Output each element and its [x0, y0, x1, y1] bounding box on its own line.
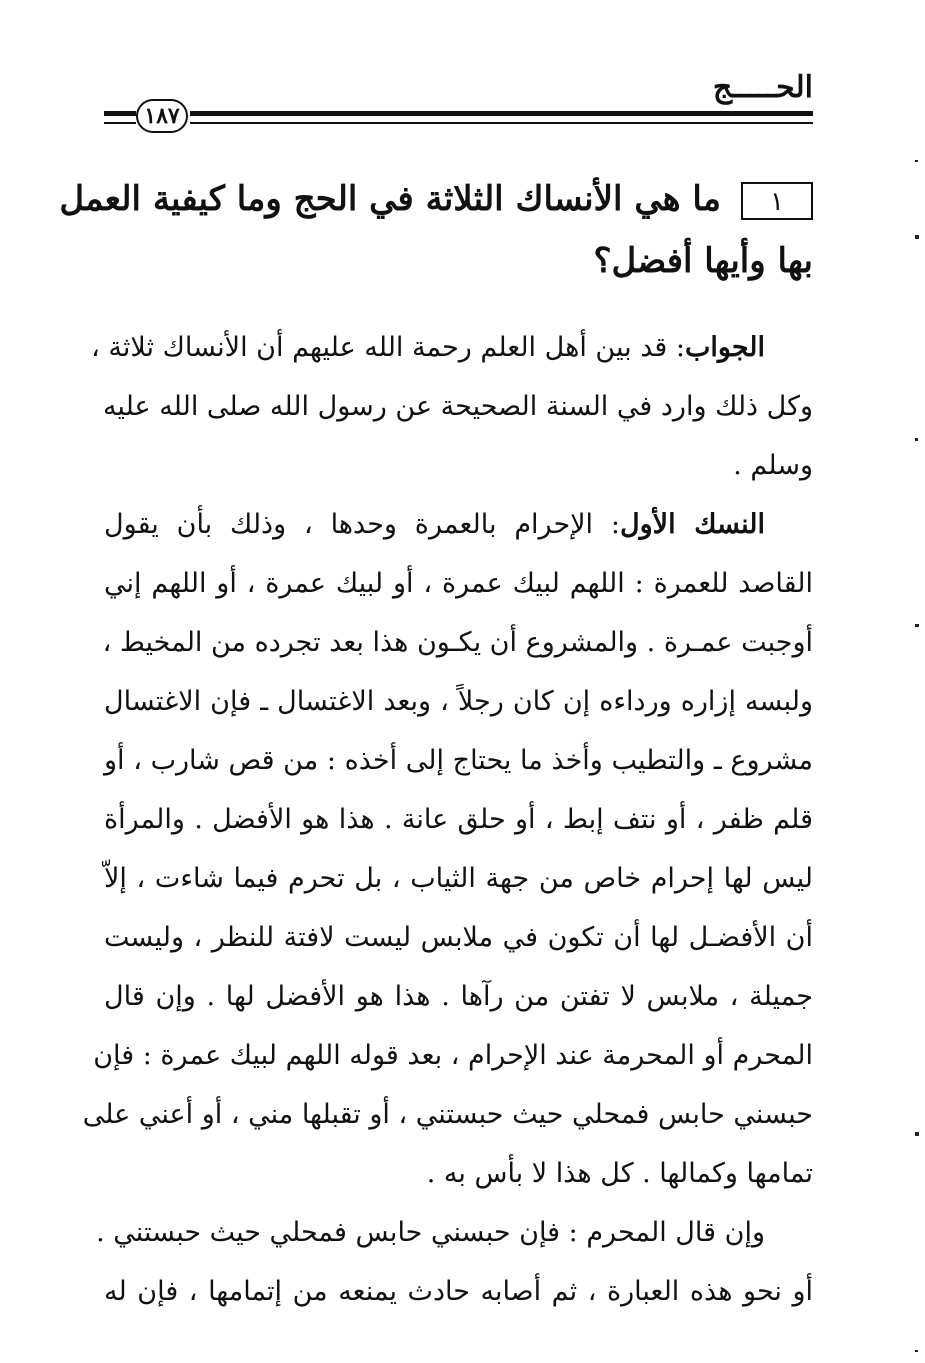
- answer-p2-line-8: أن الأفضـل لها أن تكون في ملابس ليست لافتة للنظر ، وليست: [104, 922, 813, 953]
- page-number-badge: ١٨٧: [136, 99, 188, 133]
- margin-speck: [915, 235, 919, 239]
- question-number-box: ١: [741, 182, 813, 220]
- answer-p2-line-11: حبسني حابس فمحلي حيث حبستني ، أو تقبلها مني ، أو أعني على: [82, 1099, 813, 1130]
- answer-p2-line-4: ولبسه إزاره ورداءه إن كان رجلاً ، وبعد الاغتسال ـ فإن الاغتسال: [104, 686, 813, 717]
- answer-p2-line-1: [104, 495, 813, 554]
- answer-p2-line-7: ليس لها إحرام خاص من جهة الثياب ، بل تحرم فيما شاءت ، إلاّ: [104, 863, 813, 894]
- answer-p2-text-1: : الإحرام بالعمرة وحدها ، وذلك بأن يقول: [104, 509, 621, 540]
- margin-speck: [915, 1350, 918, 1352]
- answer-p3-line-2: أو نحو هذه العبارة ، ثم أصابه حادث يمنعه من إتمامها ، فإن له: [104, 1276, 813, 1307]
- answer-p2-line-2: القاصد للعمرة : اللهم لبيك عمرة ، أو لبيك عمرة ، أو اللهم إني: [104, 568, 813, 599]
- answer-body: [82, 318, 813, 1321]
- margin-speck: [915, 624, 919, 627]
- answer-p2-line-6: قلم ظفر ، أو نتف إبط ، أو حلق عانة . هذا هو الأفضل . والمرأة: [104, 804, 813, 835]
- answer-p1-text-1: : قد بين أهل العلم رحمة الله عليهم أن الأنساك ثلاثة ،: [91, 332, 685, 363]
- header-rule-left-thick: [104, 111, 136, 116]
- answer-p2-line-5: مشروع ـ والتطيب وأخذ ما يحتاج إلى أخذه : من قص شارب ، أو: [104, 745, 813, 776]
- header-rule-left-thin: [104, 122, 136, 124]
- answer-p2-line-10: المحرم أو المحرمة عند الإحرام ، بعد قوله اللهم لبيك عمرة : فإن: [93, 1040, 813, 1071]
- first-rite-lead: النسك الأول: [620, 509, 765, 540]
- question-text-1: ما هي الأنساك الثلاثة في الحج وما كيفية العمل: [59, 179, 721, 219]
- header-rule-thin: [190, 122, 813, 124]
- answer-p2-line-3: أوجبت عمـرة . والمشروع أن يكـون هذا بعد تجرده من المخيط ،: [102, 627, 813, 658]
- margin-speck: [915, 160, 918, 162]
- question-text-2: بها وأيها أفضل؟: [593, 241, 813, 281]
- margin-speck: [915, 438, 918, 441]
- answer-p1-line-2: وكل ذلك وارد في السنة الصحيحة عن رسول الله صلى الله عليه: [102, 391, 813, 422]
- answer-p1-line-1: [91, 318, 813, 377]
- answer-p3-line-1: وإن قال المحرم : فإن حبسني حابس فمحلي حيث حبستني .: [96, 1217, 765, 1248]
- answer-p2-line-9: جميلة ، ملابس لا تفتن من رآها . هذا هو الأفضل لها . وإن قال: [104, 981, 813, 1012]
- margin-speck: [915, 1132, 919, 1136]
- question-block: [59, 168, 813, 292]
- answer-p2-line-12: تمامها وكمالها . كل هذا لا بأس به .: [426, 1158, 813, 1189]
- header-rule-thick: [190, 111, 813, 116]
- answer-p1-line-3: وسلم .: [733, 450, 813, 481]
- running-header-title: الحـــــج: [712, 70, 813, 105]
- question-line-2: [104, 230, 813, 292]
- answer-lead: الجواب: [684, 332, 765, 363]
- question-line-1: [59, 168, 813, 230]
